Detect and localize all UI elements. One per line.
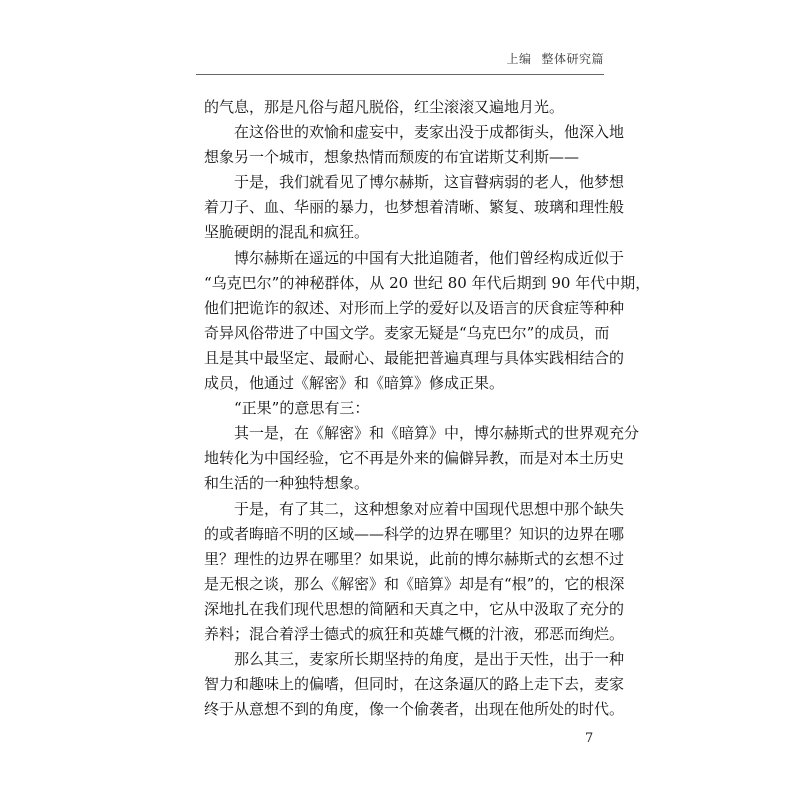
text-line: 里？理性的边界在哪里？如果说，此前的博尔赫斯式的玄想不过 [204,549,625,568]
header-rule [196,74,604,75]
text-line: 于是，有了其二，这种想象对应着中国现代思想中那个缺失 [234,499,625,518]
running-header [506,50,604,67]
text-line: 于是，我们就看见了博尔赫斯，这盲瞽病弱的老人，他梦想 [234,173,625,192]
text-line: 坚脆硬朗的混乱和疯狂。 [204,223,370,242]
text-line: 那么其三，麦家所长期坚持的角度，是出于天性，出于一种 [234,650,625,669]
body-text [204,95,651,722]
header-section: 整体研究篇 [541,52,604,66]
text-line: 地转化为中国经验，它不再是外来的偏僻异教，而是对本土历史 [204,449,625,468]
text-line: 是无根之谈，那么《解密》和《暗算》却是有“根”的，它的根深 [204,574,625,593]
page-number: 7 [585,731,594,746]
text-line: “乌克巴尔”的神秘群体，从 20 世纪 80 年代后期到 90 年代中期， [204,273,651,292]
text-line: 的或者晦暗不明的区域——科学的边界在哪里？知识的边界在哪 [204,524,625,543]
text-line: 智力和趣味上的偏嗜，但同时，在这条逼仄的路上走下去，麦家 [204,675,625,694]
header-part: 上编 [506,52,532,66]
text-line: 终于从意想不到的角度，像一个偷袭者，出现在他所处的时代。 [204,700,625,719]
text-line: 在这俗世的欢愉和虚妄中，麦家出没于成都街头，他深入地 [234,123,625,142]
text-line: 养料；混合着浮士德式的疯狂和英雄气概的汁液，邪恶而绚烂。 [204,624,625,643]
text-line: 和生活的一种独特想象。 [204,474,370,493]
text-line: 想象另一个城市，想象热情而颓废的布宜诺斯艾利斯—— [204,148,580,167]
text-line: 他们把诡诈的叙述、对形而上学的爱好以及语言的厌食症等种种 [204,298,625,317]
text-line: 的气息，那是凡俗与超凡脱俗，红尘滚滚又遍地月光。 [204,98,565,116]
text-line: 且是其中最坚定、最耐心、最能把普遍真理与具体实践相结合的 [204,348,625,367]
text-line: 其一是，在《解密》和《暗算》中，博尔赫斯式的世界观充分 [234,424,640,443]
text-line: 着刀子、血、华丽的暴力，也梦想着清晰、繁复、玻璃和理性般 [204,198,625,217]
text-line: 深地扎在我们现代思想的简陋和天真之中，它从中汲取了充分的 [204,599,625,618]
text-line: 博尔赫斯在遥远的中国有大批追随者，他们曾经构成近似于 [234,248,625,267]
text-line: “正果”的意思有三： [234,399,370,418]
text-line: 奇异风俗带进了中国文学。麦家无疑是“乌克巴尔”的成员，而 [204,323,610,342]
text-line: 成员，他通过《解密》和《暗算》修成正果。 [204,374,505,393]
